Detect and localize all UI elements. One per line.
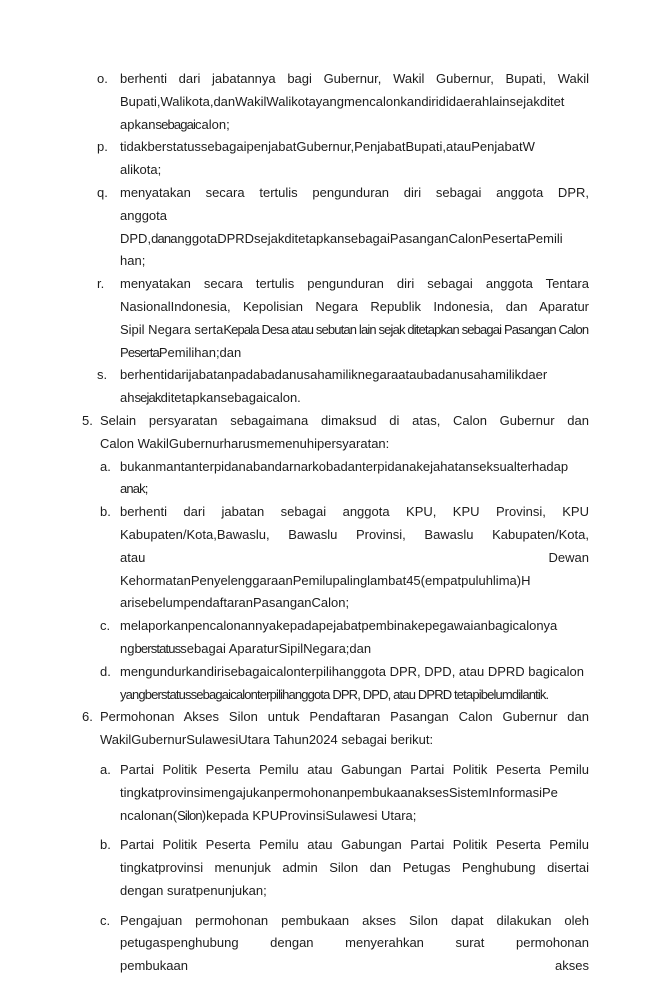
- item-body: [120, 68, 589, 136]
- text-segment: Permohonan Akses Silon untuk Pendaftaran Pasangan Calon Gubernur dan: [100, 709, 589, 725]
- condensed-text-segment: sejak: [134, 390, 161, 406]
- text-line: [120, 478, 589, 501]
- text-line: [120, 570, 589, 593]
- list-item: [97, 273, 650, 364]
- text-line: [120, 857, 589, 880]
- condensed-text-segment: Silon: [177, 807, 202, 823]
- text-line: [120, 592, 589, 615]
- list-item: [97, 364, 650, 410]
- text-segment: bukanmantanterpidanabandarnarkobadanterpidanakejahatanseksualterhadap: [120, 458, 569, 474]
- text-line: [120, 547, 589, 570]
- text-segment: Kabupaten/Kota,Bawaslu, Bawaslu Provinsi, Bawaslu Kabupaten/Kota,: [120, 526, 589, 542]
- item-label: a.: [100, 458, 111, 474]
- item-label: p.: [97, 139, 108, 155]
- text-line: [120, 456, 589, 479]
- text-segment: arisebelumpendaftaranPasanganCalon;: [120, 595, 350, 611]
- text-segment: anggota: [120, 207, 167, 223]
- item-body: [120, 501, 589, 615]
- item-label: c.: [100, 618, 111, 634]
- list-item: [100, 910, 650, 978]
- text-line: [120, 136, 589, 159]
- text-line: [120, 273, 589, 296]
- text-line: [120, 68, 589, 91]
- text-line: [120, 114, 589, 137]
- text-segment: KehormatanPenyelenggaraanPemilupalinglambat45(empatpuluhlima)H: [120, 572, 531, 588]
- item-label: c.: [100, 912, 111, 928]
- text-segment: sebagai AparaturSipilNegara;dan: [180, 640, 372, 656]
- text-segment: NasionalIndonesia, Kepolisian Negara Republik Indonesia, dan Aparatur: [120, 298, 589, 314]
- list-item: [100, 661, 650, 707]
- text-line: [120, 501, 589, 524]
- text-line: [120, 782, 589, 805]
- text-segment: dengan suratpenunjukan;: [120, 882, 267, 898]
- text-line: [120, 250, 589, 273]
- text-segment: Partai Politik Peserta Pemilu atau Gabungan Partai Politik Peserta Pemilu: [120, 761, 589, 777]
- item-body: [120, 182, 589, 273]
- text-segment: Calon WakilGubernurharusmemenuhipersyaratan:: [100, 435, 390, 451]
- text-line: [120, 91, 589, 114]
- text-line: [120, 296, 589, 319]
- text-segment: Selain persyaratan sebagaimana dimaksud di atas, Calon Gubernur dan: [100, 412, 589, 428]
- text-segment: DPD,: [120, 230, 152, 246]
- item-label: a.: [100, 761, 111, 777]
- item-label: 6.: [82, 709, 93, 725]
- item-body: [120, 136, 589, 182]
- text-segment: ah: [120, 390, 135, 406]
- text-line: [120, 910, 589, 933]
- item-label: s.: [97, 367, 108, 383]
- list-item: [100, 501, 650, 615]
- list-item: [100, 834, 650, 902]
- text-segment: calon;: [195, 116, 230, 132]
- text-line: [120, 759, 589, 782]
- item-body: [120, 834, 589, 902]
- text-segment: berhentidarijabatanpadabadanusahamiliknegaraataubadanusahamilikdaer: [120, 367, 548, 383]
- condensed-text-segment: anak;: [120, 481, 148, 497]
- text-line: [100, 433, 589, 456]
- text-line: [120, 684, 589, 707]
- text-segment: pembukaan akses: [120, 958, 589, 974]
- item-body: [100, 706, 589, 752]
- text-line: [100, 706, 589, 729]
- item-label: q.: [97, 184, 108, 200]
- item-body: [120, 910, 589, 978]
- text-line: [120, 638, 589, 661]
- text-segment: ditetapkansebagaicalon.: [160, 390, 301, 406]
- text-segment: Sipil Negara serta: [120, 321, 224, 337]
- text-segment: han;: [120, 253, 146, 269]
- item-body: [120, 364, 589, 410]
- text-segment: berhenti dari jabatannya bagi Gubernur, Wakil Gubernur, Bupati, Wakil: [120, 71, 589, 86]
- item-label: 5.: [82, 412, 93, 428]
- condensed-text-segment: yangberstatussebagaicalonterpilihanggota DPR, DPD, atau DPRD tetapibelumdilantik.: [120, 686, 549, 702]
- text-segment: anggotaDPRDsejakditetapkansebagaiPasanganCalonPesertaPemili: [170, 230, 563, 246]
- text-line: [120, 932, 589, 955]
- text-line: [120, 319, 589, 342]
- text-segment: Pengajuan permohonan pembukaan akses Silon dapat dilakukan oleh: [120, 912, 589, 928]
- item-label: o.: [97, 71, 108, 86]
- item-body: [120, 273, 589, 364]
- list-item: [97, 182, 650, 273]
- text-segment: ncalonan(: [120, 807, 178, 823]
- text-line: [120, 387, 589, 410]
- list-item: [100, 456, 650, 502]
- text-line: [120, 955, 589, 978]
- text-segment: Pemilihan;dan: [158, 344, 242, 360]
- text-segment: menyatakan secara tertulis pengunduran diri sebagai anggota DPR,: [120, 184, 589, 200]
- text-line: [120, 159, 589, 182]
- text-line: [120, 228, 589, 251]
- text-line: [100, 729, 589, 752]
- text-line: [120, 182, 589, 205]
- item-label: d.: [100, 663, 111, 679]
- text-line: [120, 615, 589, 638]
- condensed-text-segment: berstatus: [134, 640, 181, 656]
- text-segment: Partai Politik Peserta Pemilu atau Gabungan Partai Politik Peserta Pemilu: [120, 837, 589, 853]
- item-body: [120, 661, 589, 707]
- text-segment: menyatakan secara tertulis pengunduran diri sebagai anggota Tentara: [120, 276, 589, 292]
- text-segment: tingkatprovinsimengajukanpermohonanpembukaanaksesSistemInformasiPe: [120, 784, 558, 800]
- item-label: r.: [97, 276, 105, 292]
- text-segment: )kepada KPUProvinsiSulawesi Utara;: [201, 807, 417, 823]
- text-segment: apkan: [120, 116, 156, 132]
- item-body: [120, 456, 589, 502]
- text-segment: ng: [120, 640, 135, 656]
- item-body: [120, 615, 589, 661]
- text-segment: mengundurkandirisebagaicalonterpilihanggota DPR, DPD, atau DPRD bagicalon: [120, 663, 584, 679]
- text-line: [120, 205, 589, 228]
- text-line: [120, 364, 589, 387]
- item-label: b.: [100, 837, 111, 853]
- text-line: [120, 661, 589, 684]
- text-segment: melaporkanpencalonannyakepadapejabatpembinakepegawaianbagicalonya: [120, 618, 558, 634]
- item-label: b.: [100, 504, 111, 520]
- list-item: [97, 68, 650, 136]
- condensed-text-segment: Peserta: [120, 344, 159, 360]
- text-line: [120, 342, 589, 365]
- list-item: [97, 136, 650, 182]
- text-segment: tidakberstatussebagaipenjabatGubernur,PenjabatBupati,atauPenjabatW: [120, 139, 535, 155]
- text-segment: WakilGubernurSulawesiUtara Tahun2024 sebagai berikut:: [100, 732, 434, 748]
- text-line: [120, 805, 589, 828]
- text-line: [120, 524, 589, 547]
- list-item: [100, 759, 650, 827]
- text-segment: atau Dewan: [120, 549, 589, 565]
- condensed-text-segment: dan: [151, 230, 171, 246]
- condensed-text-segment: sebagai: [155, 116, 196, 132]
- text-segment: tingkatprovinsi menunjuk admin Silon dan Petugas Penghubung disertai: [120, 860, 589, 876]
- text-segment: alikota;: [120, 162, 162, 178]
- item-body: [120, 759, 589, 827]
- text-line: [120, 834, 589, 857]
- condensed-text-segment: Kepala Desa atau sebutan lain sejak ditetapkan sebagai Pasangan Calon: [223, 321, 589, 337]
- list-item: [82, 410, 650, 456]
- item-body: [100, 410, 589, 456]
- text-line: [120, 880, 589, 903]
- list-item: [100, 615, 650, 661]
- text-segment: berhenti dari jabatan sebagai anggota KPU, KPU Provinsi, KPU: [120, 504, 589, 520]
- text-segment: Bupati,Walikota,danWakilWalikotayangmencalonkandirididaerahlainsejakditet: [120, 93, 565, 109]
- text-line: [100, 410, 589, 433]
- text-segment: petugaspenghubung dengan menyerahkan surat permohonan: [120, 935, 589, 951]
- list-item: [82, 706, 650, 752]
